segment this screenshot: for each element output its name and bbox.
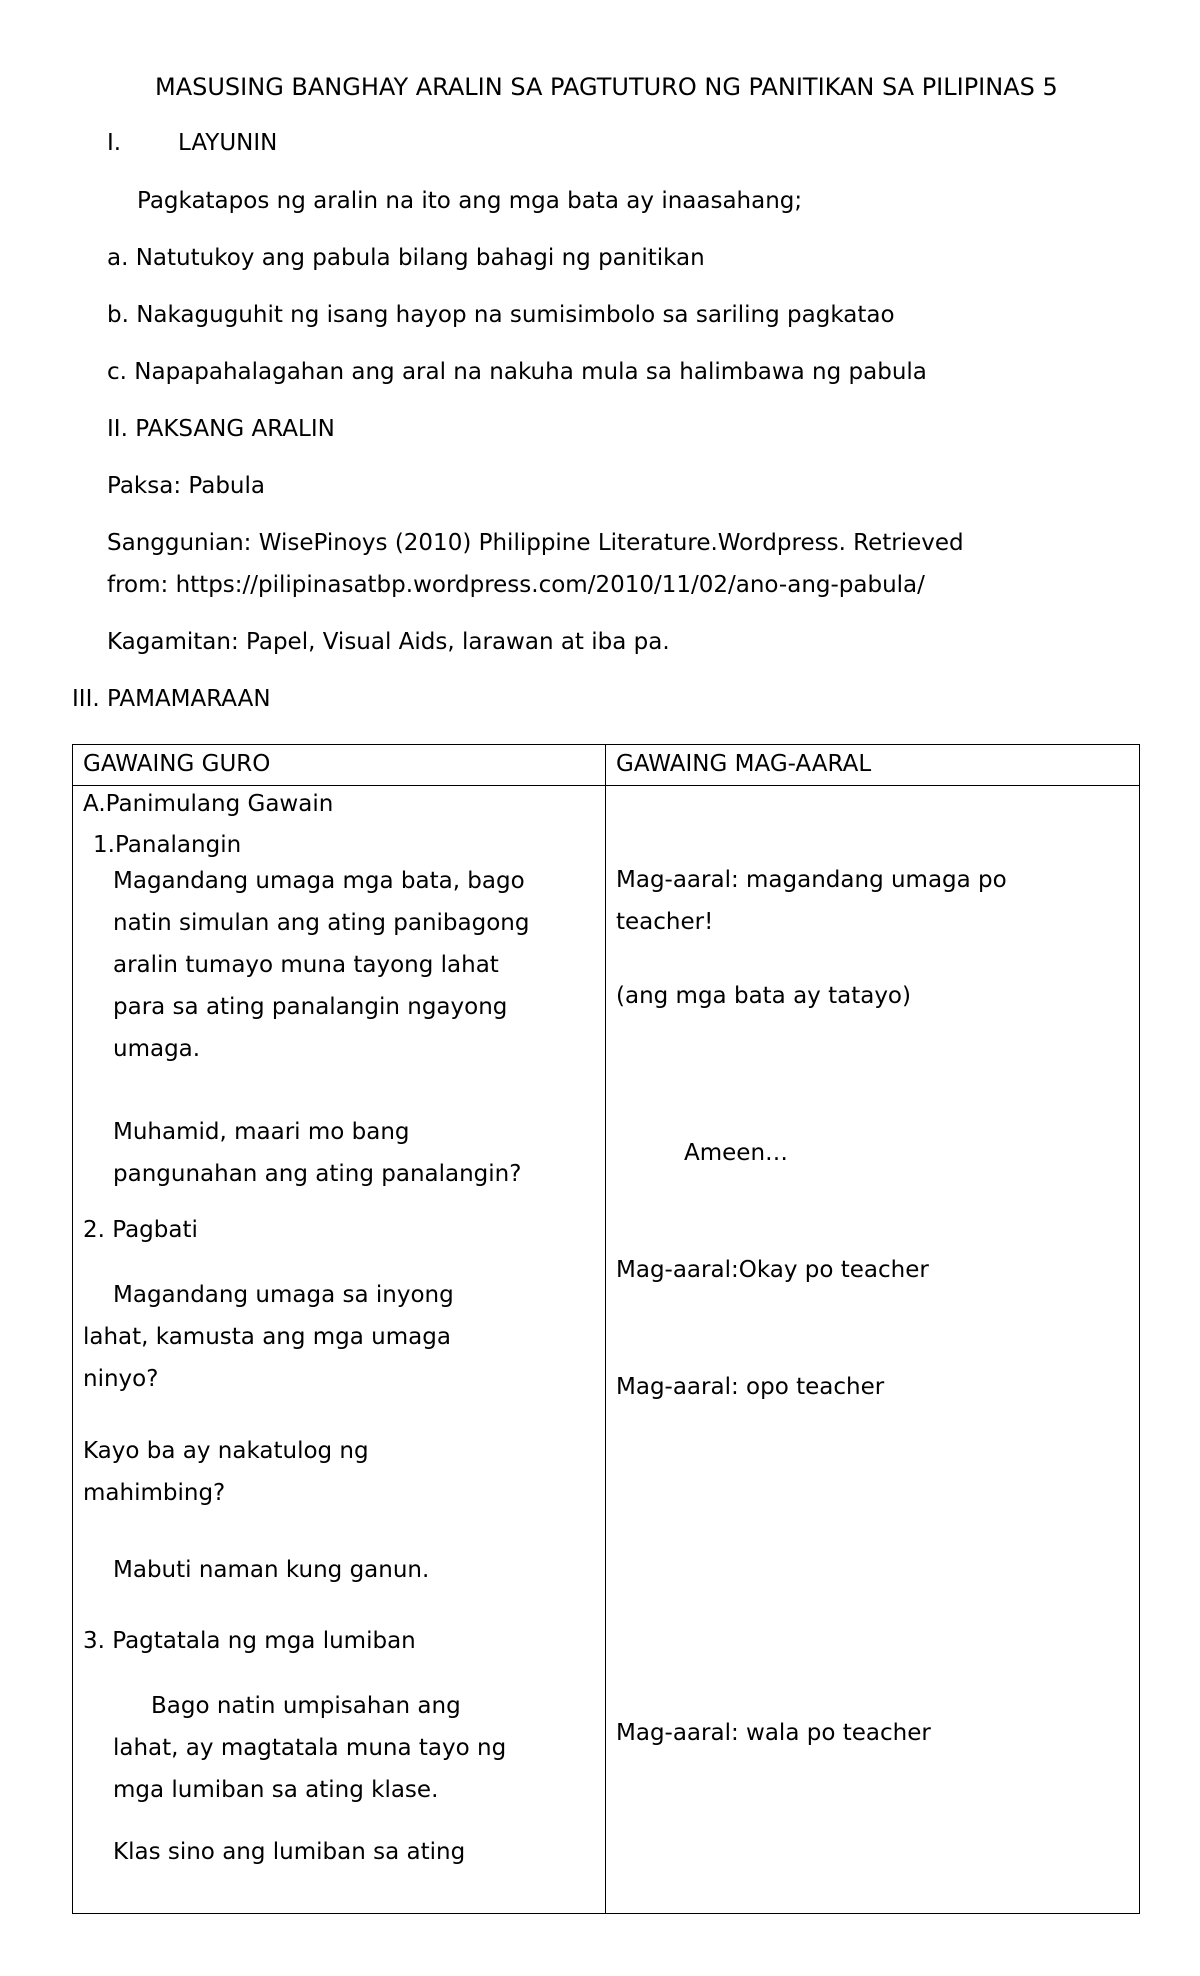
document-title: MASUSING BANGHAY ARALIN SA PAGTUTURO NG PANITIKAN SA PILIPINAS 5 [155,73,1058,101]
mag-aaral-response-2: (ang mga bata ay tatayo) [616,983,911,1009]
panalangin-request-line: pangunahan ang ating panalangin? [113,1161,522,1187]
objective-c: c. Napapahalagahan ang aral na nakuha mula sa halimbawa ng pabula [107,359,927,385]
pagtatala-heading: 3. Pagtatala ng mga lumiban [83,1628,416,1654]
objective-a: a. Natutukoy ang pabula bilang bahagi ng panitikan [107,245,705,271]
panalangin-heading: 1.Panalangin [93,832,242,858]
procedure-table [72,744,1140,1914]
panalangin-line: natin simulan ang ating panibagong [113,910,530,936]
sanggunian-line-2: from: https://pilipinasatbp.wordpress.com/2010/11/02/ano-ang-pabula/ [107,572,925,598]
mag-aaral-response-6: Mag-aaral: wala po teacher [616,1720,931,1746]
pagbati-line: Magandang umaga sa inyong [113,1282,454,1308]
mag-aaral-response-4: Mag-aaral:Okay po teacher [616,1257,929,1283]
pagtatala-text [113,1685,506,1811]
column-divider [605,745,606,1913]
paksa: Paksa: Pabula [107,473,265,499]
pagtatala-line: mga lumiban sa ating klase. [113,1777,439,1803]
objectives-intro: Pagkatapos ng aralin na ito ang mga bata ay inaasahang; [137,188,803,214]
panalangin-text [113,860,529,1070]
pagtatala-line: lahat, ay magtatala muna tayo ng [113,1735,507,1761]
header-gawaing-mag-aaral: GAWAING MAG-AARAL [616,751,872,777]
section-1-heading: LAYUNIN [178,130,278,156]
pagbati-question-line: mahimbing? [83,1480,226,1506]
section-3-heading: III. PAMAMARAAN [72,686,271,712]
panalangin-line: para sa ating panalangin ngayong [113,994,508,1020]
section-1-numeral: I. [107,130,122,156]
pagtatala-line: Bago natin umpisahan ang [151,1693,461,1719]
panalangin-line: Magandang umaga mga bata, bago [113,868,525,894]
mag-aaral-response-3: Ameen… [684,1140,789,1166]
mag-aaral-line: Mag-aaral: magandang umaga po [616,867,1007,893]
pagbati-question-text [83,1430,369,1514]
mag-aaral-response-5: Mag-aaral: opo teacher [616,1374,885,1400]
panalangin-request-text [113,1111,521,1195]
header-divider [73,785,1139,786]
mag-aaral-response-1 [616,859,1007,943]
panimulang-gawain-heading: A.Panimulang Gawain [83,791,334,817]
panalangin-line: aralin tumayo muna tayong lahat [113,952,499,978]
pagbati-text [83,1274,454,1400]
pagbati-heading: 2. Pagbati [83,1217,198,1243]
objective-b: b. Nakaguguhit ng isang hayop na sumisimbolo sa sariling pagkatao [107,302,895,328]
pagbati-question-line: Kayo ba ay nakatulog ng [83,1438,369,1464]
kagamitan: Kagamitan: Papel, Visual Aids, larawan at iba pa. [107,629,670,655]
pagbati-line: lahat, kamusta ang mga umaga [83,1324,451,1350]
panalangin-request-line: Muhamid, maari mo bang [113,1119,410,1145]
pagbati-reply: Mabuti naman kung ganun. [113,1557,430,1583]
section-2-heading: II. PAKSANG ARALIN [107,416,335,442]
pagbati-line: ninyo? [83,1366,159,1392]
pagtatala-question: Klas sino ang lumiban sa ating [113,1839,466,1865]
header-gawaing-guro: GAWAING GURO [83,751,271,777]
mag-aaral-line: teacher! [616,909,714,935]
panalangin-line: umaga. [113,1036,201,1062]
sanggunian-line-1: Sanggunian: WisePinoys (2010) Philippine Literature.Wordpress. Retrieved [107,530,964,556]
